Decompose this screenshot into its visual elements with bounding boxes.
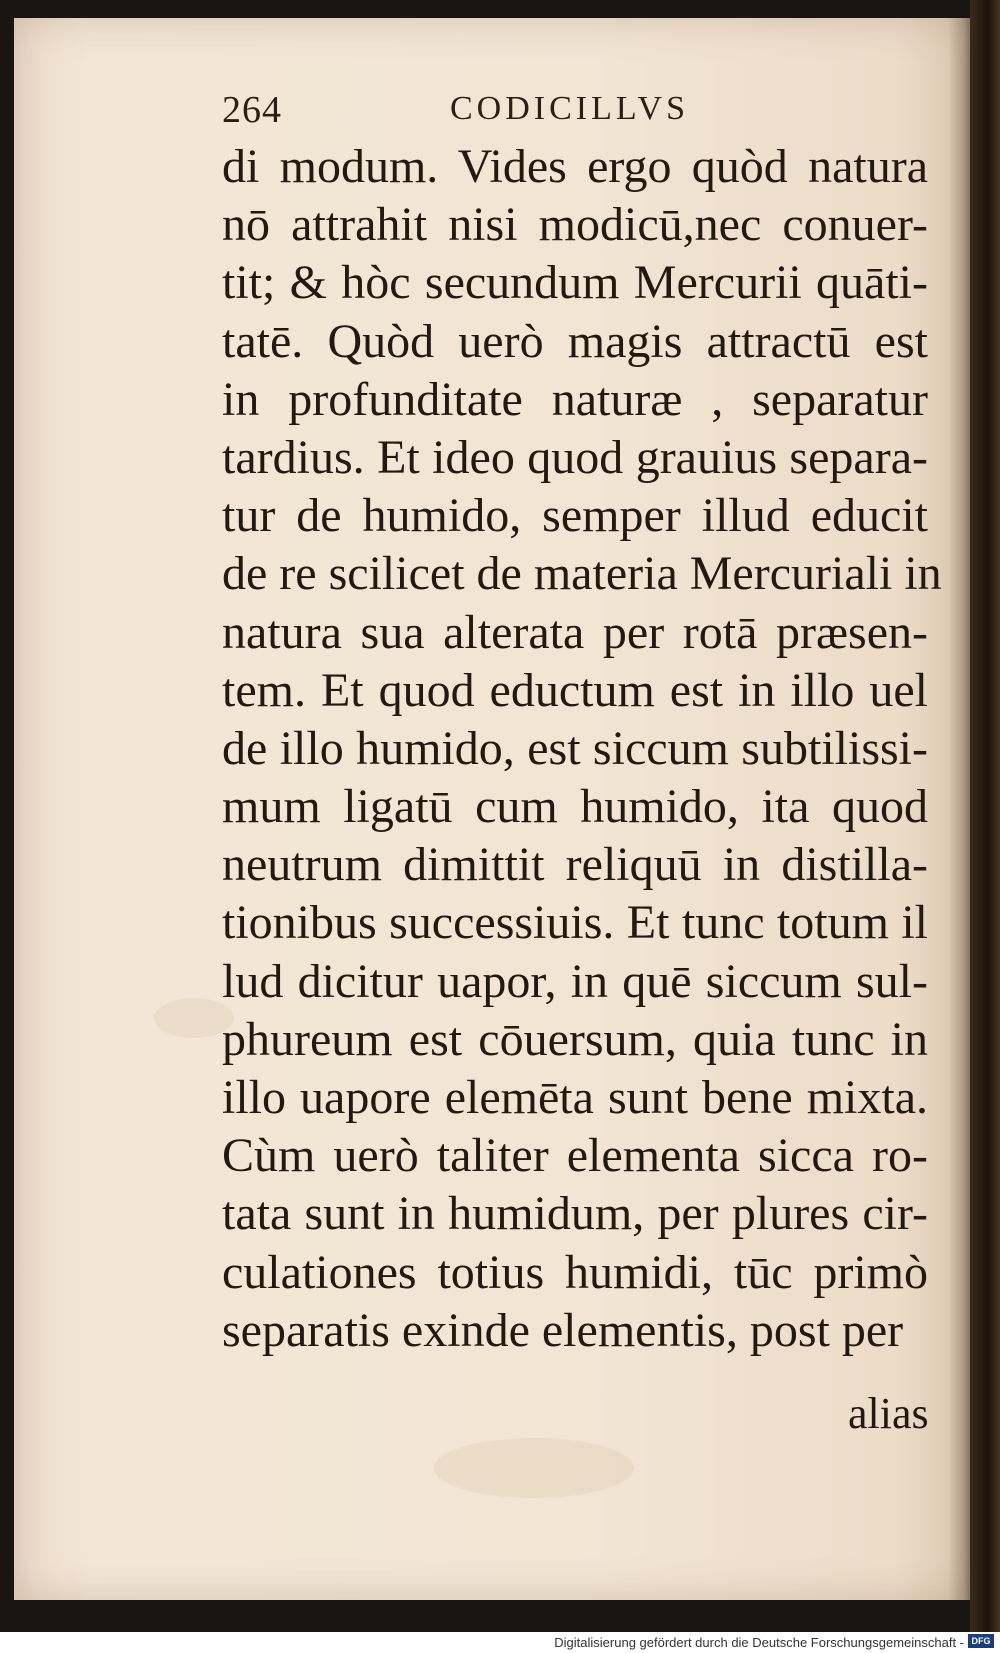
text-line: tionibus successiuis. Et tunc totum il: [222, 896, 928, 950]
catchword: alias: [848, 1389, 929, 1438]
page-number: 264: [222, 89, 282, 131]
text-line: de re scilicet de materia Mercuriali in: [222, 547, 942, 601]
text-line: natura sua alterata per rotā præsen-: [222, 605, 928, 659]
body-text: [222, 138, 942, 1360]
text-line: tur de humido, semper illud educit: [222, 489, 928, 543]
text-line: lud dicitur uapor, in quē siccum sul-: [222, 954, 928, 1008]
text-line: Cùm uerò taliter elementa sicca ro-: [222, 1129, 928, 1183]
text-line: nō attrahit nisi modicū,nec conuer-: [222, 198, 928, 252]
text-line: tit; & hòc secundum Mercurii quāti-: [222, 256, 928, 310]
running-head: CODICILLVS: [450, 90, 689, 127]
text-line: in profunditate naturæ , separatur: [222, 372, 928, 426]
text-line: di modum. Vides ergo quòd natura: [222, 140, 928, 193]
paper-stain: [434, 1438, 634, 1498]
text-line: tatē. Quòd uerò magis attractū est: [222, 314, 928, 368]
digitization-credit: Digitalisierung gefördert durch die Deutsche Forschungsgemeinschaft -: [554, 1635, 964, 1650]
text-line: tata sunt in humidum, per plures cir-: [222, 1187, 928, 1241]
page-header: [222, 88, 722, 136]
text-line: illo uapore elemēta sunt bene mixta.: [222, 1071, 928, 1124]
text-line: phureum est cōuersum, quia tunc in: [222, 1012, 928, 1066]
binding-edge: [970, 0, 1000, 1653]
dfg-logo: DFG: [968, 1634, 994, 1648]
text-line: tem. Et quod eductum est in illo uel: [222, 663, 928, 717]
text-line: separatis exinde elementis, post per: [222, 1303, 904, 1357]
text-line: culationes totius humidi, tūc primò: [222, 1245, 928, 1299]
text-line: de illo humido, est siccum subtilissi-: [222, 721, 928, 775]
text-line: tardius. Et ideo quod grauius separa-: [222, 430, 928, 484]
text-line: neutrum dimittit reliquū in distilla-: [222, 838, 928, 892]
text-line: mum ligatū cum humido, ita quod: [222, 780, 928, 834]
